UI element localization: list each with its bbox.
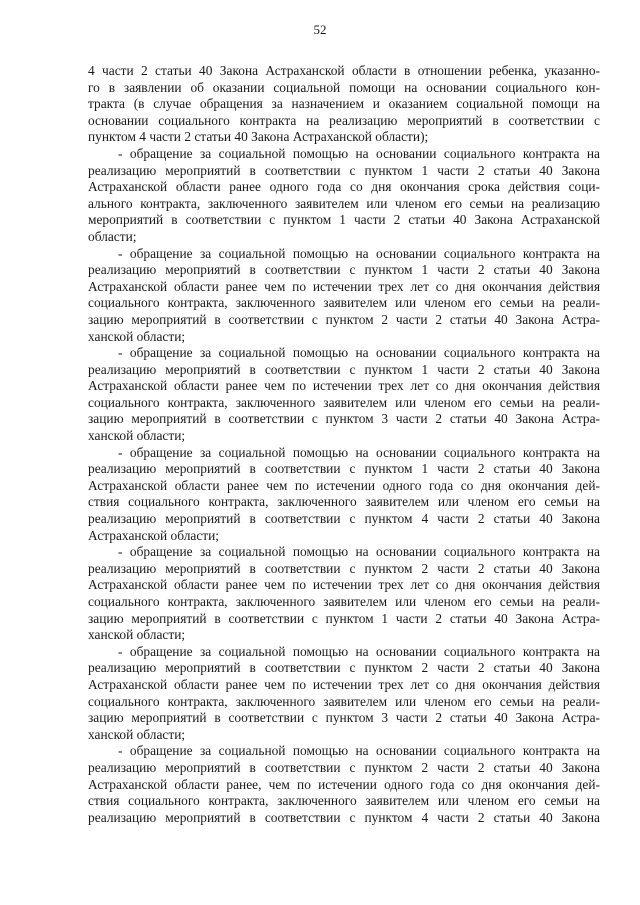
text-line: реализацию мероприятий в соответствии с пунктом 2 части 2 статьи 40 Закона bbox=[88, 759, 600, 775]
text-line: ханской области; bbox=[88, 328, 186, 344]
text-line: - обращение за социальной помощью на основании социального контракта на bbox=[118, 444, 600, 460]
paragraph bbox=[88, 544, 600, 644]
text-line: Астраханской области ранее одного года со дня окончания срока действия соци- bbox=[88, 179, 600, 195]
text-line: социального контракта, заключенного заявителем или членом его семьи на реали- bbox=[88, 295, 600, 311]
paragraph bbox=[88, 63, 600, 146]
text-line: реализацию мероприятий в соответствии с пунктом 4 части 2 статьи 40 Закона bbox=[88, 809, 600, 825]
text-line: зацию мероприятий в соответствии с пунктом 2 части 2 статьи 40 Закона Астра- bbox=[88, 311, 600, 327]
text-line: - обращение за социальной помощью на основании социального контракта на bbox=[118, 743, 600, 759]
text-line: - обращение за социальной помощью на основании социального контракта на bbox=[118, 544, 600, 560]
text-line: - обращение за социальной помощью на основании социального контракта на bbox=[118, 245, 600, 261]
text-line: зацию мероприятий в соответствии с пунктом 3 части 2 статьи 40 Закона Астра- bbox=[88, 411, 600, 427]
text-line: ханской области; bbox=[88, 627, 186, 643]
text-line: Астраханской области ранее чем по истечении трех лет со дня окончания действия bbox=[88, 378, 600, 394]
text-line: - обращение за социальной помощью на основании социального контракта на bbox=[118, 345, 600, 361]
text-line: ствия социального контракта, заключенного заявителем или членом его семьи на bbox=[88, 494, 600, 510]
text-line: зацию мероприятий в соответствии с пунктом 3 части 2 статьи 40 Закона Астра- bbox=[88, 710, 600, 726]
text-line: го в заявлении об оказании социальной помощи на основании социального кон- bbox=[88, 79, 600, 95]
text-line: ханской области; bbox=[88, 428, 186, 444]
text-line: реализацию мероприятий в соответствии с пунктом 2 части 2 статьи 40 Закона bbox=[88, 660, 600, 676]
text-line: Астраханской области ранее чем по истечении трех лет со дня окончания действия bbox=[88, 278, 600, 294]
text-line: реализацию мероприятий в соответствии с пунктом 2 части 2 статьи 40 Закона bbox=[88, 560, 600, 576]
text-line: реализацию мероприятий в соответствии с пунктом 4 части 2 статьи 40 Закона bbox=[88, 511, 600, 527]
text-line: Астраханской области ранее чем по истечении трех лет со дня окончания действия bbox=[88, 676, 600, 692]
text-line: Астраханской области ранее чем по истечении трех лет со дня окончания действия bbox=[88, 577, 600, 593]
text-line: зацию мероприятий в соответствии с пунктом 1 части 2 статьи 40 Закона Астра- bbox=[88, 610, 600, 626]
text-line: мероприятий в соответствии с пунктом 1 части 2 статьи 40 Закона Астраханской bbox=[88, 212, 600, 228]
text-line: ханской области; bbox=[88, 726, 186, 742]
text-line: реализацию мероприятий в соответствии с пунктом 1 части 2 статьи 40 Закона bbox=[88, 262, 600, 278]
paragraph bbox=[88, 146, 600, 246]
text-line: реализацию мероприятий в соответствии с пунктом 1 части 2 статьи 40 Закона bbox=[88, 361, 600, 377]
document-body bbox=[88, 63, 600, 826]
text-line: социального контракта, заключенного заявителем или членом его семьи на реали- bbox=[88, 594, 600, 609]
text-line: социального контракта, заключенного заявителем или членом его семьи на реали- bbox=[88, 394, 600, 410]
text-line: социального контракта, заключенного заявителем или членом его семьи на реали- bbox=[88, 693, 600, 709]
paragraph bbox=[88, 246, 600, 346]
paragraph bbox=[88, 445, 600, 545]
text-line: Астраханской области ранее чем по истечении одного года со дня окончания дей- bbox=[88, 477, 600, 493]
text-line: - обращение за социальной помощью на основании социального контракта на bbox=[118, 643, 600, 659]
text-line: реализацию мероприятий в соответствии с пунктом 1 части 2 статьи 40 Закона bbox=[88, 162, 600, 178]
text-line: ального контракта, заключенного заявителем или членом его семьи на реализацию bbox=[88, 195, 600, 211]
text-line: области; bbox=[88, 228, 137, 244]
paragraph bbox=[88, 644, 600, 744]
paragraph bbox=[88, 345, 600, 445]
text-line: - обращение за социальной помощью на основании социального контракта на bbox=[118, 145, 600, 161]
text-line: тракта (в случае обращения за назначением и оказанием социальной помощи на bbox=[88, 96, 600, 112]
text-line: ствия социального контракта, заключенного заявителем или членом его семьи на bbox=[88, 793, 600, 809]
text-line: пунктом 4 части 2 статьи 40 Закона Астраханской области); bbox=[88, 129, 429, 145]
text-line: основании социального контракта на реализацию мероприятий в соответствии с bbox=[88, 112, 600, 128]
text-line: Астраханской области; bbox=[88, 527, 220, 543]
page-number: 52 bbox=[313, 22, 327, 37]
paragraph bbox=[88, 743, 600, 826]
text-line: реализацию мероприятий в соответствии с пунктом 1 части 2 статьи 40 Закона bbox=[88, 461, 600, 477]
text-line: Астраханской области ранее, чем по истечении одного года со дня окончания дей- bbox=[88, 776, 600, 792]
text-line: 4 части 2 статьи 40 Закона Астраханской области в отношении ребенка, указанно- bbox=[88, 63, 600, 78]
